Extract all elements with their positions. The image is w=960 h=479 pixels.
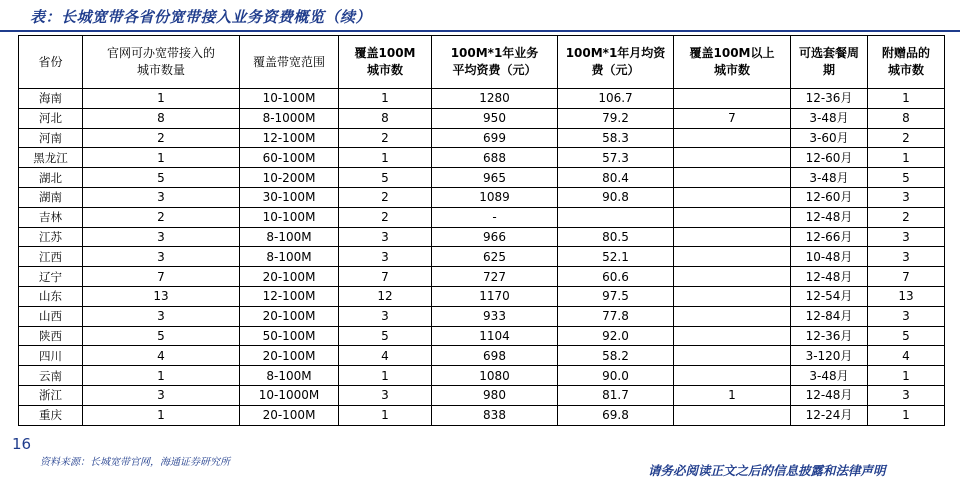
province-cell: 河南 (19, 128, 83, 148)
table-cell: 3 (868, 187, 945, 207)
table-cell (674, 346, 791, 366)
table-cell: 12-48月 (791, 385, 868, 405)
table-cell (674, 227, 791, 247)
table-cell (674, 286, 791, 306)
table-cell: 12-60月 (791, 187, 868, 207)
table-cell: 8 (868, 108, 945, 128)
table-body (19, 89, 945, 426)
table-cell: 1170 (432, 286, 558, 306)
table-title: 表：长城宽带各省份宽带接入业务资费概览（续） (30, 8, 372, 26)
table-cell: 3 (339, 385, 432, 405)
table-cell: 20-100M (240, 306, 339, 326)
table-cell: 79.2 (558, 108, 674, 128)
table-cell: 8-100M (240, 366, 339, 386)
table-row (19, 168, 945, 188)
table-cell: 1 (83, 366, 240, 386)
table-cell: 12 (339, 286, 432, 306)
table-cell: 52.1 (558, 247, 674, 267)
table-cell: 13 (868, 286, 945, 306)
table-cell: 12-100M (240, 128, 339, 148)
table-row (19, 227, 945, 247)
table-cell: 1 (339, 148, 432, 168)
table-cell: 5 (868, 326, 945, 346)
table-cell: 10-1000M (240, 385, 339, 405)
table-cell: 1 (868, 148, 945, 168)
table-row (19, 148, 945, 168)
table-cell: 12-66月 (791, 227, 868, 247)
table-cell: 57.3 (558, 148, 674, 168)
table-cell: 1 (868, 89, 945, 109)
table-cell: 12-60月 (791, 148, 868, 168)
column-header: 官网可办宽带接入的 城市数量 (83, 36, 240, 89)
table-row (19, 286, 945, 306)
table-cell: 625 (432, 247, 558, 267)
table-row (19, 128, 945, 148)
province-cell: 湖北 (19, 168, 83, 188)
table-cell: 3 (339, 306, 432, 326)
table-row (19, 187, 945, 207)
table-cell: 60-100M (240, 148, 339, 168)
table-cell: 2 (83, 128, 240, 148)
table-cell: 1 (339, 89, 432, 109)
table-cell: - (432, 207, 558, 227)
province-cell: 辽宁 (19, 267, 83, 287)
table-row (19, 326, 945, 346)
table-cell (674, 187, 791, 207)
table-cell (558, 207, 674, 227)
table-row (19, 346, 945, 366)
table-cell: 3 (83, 247, 240, 267)
table-cell (674, 89, 791, 109)
table-cell: 5 (868, 168, 945, 188)
table-cell: 13 (83, 286, 240, 306)
province-cell: 山西 (19, 306, 83, 326)
table-row (19, 306, 945, 326)
province-cell: 陕西 (19, 326, 83, 346)
table-cell: 1104 (432, 326, 558, 346)
table-cell: 1089 (432, 187, 558, 207)
table-cell (674, 128, 791, 148)
table-cell: 1 (83, 89, 240, 109)
table-cell: 966 (432, 227, 558, 247)
table-cell: 20-100M (240, 267, 339, 287)
table-row (19, 108, 945, 128)
table-cell: 12-36月 (791, 89, 868, 109)
table-cell: 3 (868, 227, 945, 247)
province-cell: 山东 (19, 286, 83, 306)
table-cell: 5 (339, 326, 432, 346)
table-row (19, 247, 945, 267)
table-cell: 60.6 (558, 267, 674, 287)
table-cell: 8-100M (240, 227, 339, 247)
table-cell: 3-120月 (791, 346, 868, 366)
table-cell: 81.7 (558, 385, 674, 405)
table-cell: 4 (868, 346, 945, 366)
table-cell: 58.2 (558, 346, 674, 366)
table-cell: 933 (432, 306, 558, 326)
table-cell: 965 (432, 168, 558, 188)
province-cell: 重庆 (19, 405, 83, 425)
table-cell: 1 (868, 405, 945, 425)
table-cell: 3 (868, 306, 945, 326)
table-cell: 90.0 (558, 366, 674, 386)
source-note: 资料来源：长城宽带官网，海通证券研究所 (40, 457, 230, 468)
table-cell: 3-48月 (791, 108, 868, 128)
table-cell: 80.5 (558, 227, 674, 247)
table-cell (674, 148, 791, 168)
table-cell: 12-48月 (791, 207, 868, 227)
table-cell: 5 (83, 326, 240, 346)
column-header: 覆盖带宽范围 (240, 36, 339, 89)
table-cell: 69.8 (558, 405, 674, 425)
table-cell: 7 (83, 267, 240, 287)
column-header: 100M*1年业务 平均资费（元） (432, 36, 558, 89)
table-cell: 7 (339, 267, 432, 287)
table-cell: 12-54月 (791, 286, 868, 306)
table-cell: 727 (432, 267, 558, 287)
province-cell: 江苏 (19, 227, 83, 247)
table-row (19, 405, 945, 425)
table-cell: 12-100M (240, 286, 339, 306)
table-cell: 10-200M (240, 168, 339, 188)
table-cell (674, 306, 791, 326)
table-cell: 3 (83, 187, 240, 207)
table-header-row (19, 36, 945, 89)
table-cell: 10-100M (240, 89, 339, 109)
table-cell: 8-1000M (240, 108, 339, 128)
table-cell: 3 (868, 385, 945, 405)
table-cell: 20-100M (240, 346, 339, 366)
table-cell (674, 267, 791, 287)
table-row (19, 207, 945, 227)
table-cell: 7 (674, 108, 791, 128)
table-row (19, 385, 945, 405)
table-cell: 2 (339, 207, 432, 227)
table-cell: 8 (83, 108, 240, 128)
table-cell: 12-24月 (791, 405, 868, 425)
table-cell: 8 (339, 108, 432, 128)
table-cell: 2 (339, 187, 432, 207)
table-cell: 980 (432, 385, 558, 405)
table-row (19, 267, 945, 287)
table-cell: 1 (339, 405, 432, 425)
table-cell: 58.3 (558, 128, 674, 148)
table-cell (674, 326, 791, 346)
table-cell: 12-36月 (791, 326, 868, 346)
table-cell: 688 (432, 148, 558, 168)
table-cell: 1 (83, 405, 240, 425)
column-header: 100M*1年月均资 费（元） (558, 36, 674, 89)
column-header: 覆盖100M 城市数 (339, 36, 432, 89)
legal-disclaimer: 请务必阅读正文之后的信息披露和法律声明 (648, 463, 886, 478)
table-cell: 1 (868, 366, 945, 386)
column-header: 省份 (19, 36, 83, 89)
table-cell: 1 (83, 148, 240, 168)
table-cell: 3 (339, 227, 432, 247)
table-cell: 80.4 (558, 168, 674, 188)
table-cell: 3-48月 (791, 168, 868, 188)
table-cell: 5 (339, 168, 432, 188)
table-cell: 2 (339, 128, 432, 148)
table-cell: 2 (868, 207, 945, 227)
title-divider (0, 30, 960, 32)
table-cell: 12-84月 (791, 306, 868, 326)
table-cell: 3 (83, 227, 240, 247)
column-header: 可选套餐周 期 (791, 36, 868, 89)
province-cell: 江西 (19, 247, 83, 267)
table-cell (674, 405, 791, 425)
province-cell: 黑龙江 (19, 148, 83, 168)
province-cell: 河北 (19, 108, 83, 128)
table-cell: 950 (432, 108, 558, 128)
table-cell: 2 (868, 128, 945, 148)
table-cell: 106.7 (558, 89, 674, 109)
table-cell: 12-48月 (791, 267, 868, 287)
province-cell: 吉林 (19, 207, 83, 227)
table-cell: 838 (432, 405, 558, 425)
table-row (19, 366, 945, 386)
table-cell (674, 247, 791, 267)
province-cell: 海南 (19, 89, 83, 109)
table-cell: 30-100M (240, 187, 339, 207)
province-cell: 云南 (19, 366, 83, 386)
table-cell: 1 (339, 366, 432, 386)
table-cell: 3-48月 (791, 366, 868, 386)
table-cell: 5 (83, 168, 240, 188)
table-cell: 3 (339, 247, 432, 267)
table-cell: 7 (868, 267, 945, 287)
table-cell: 50-100M (240, 326, 339, 346)
table-cell: 698 (432, 346, 558, 366)
table-cell: 77.8 (558, 306, 674, 326)
province-cell: 湖南 (19, 187, 83, 207)
table-cell: 1280 (432, 89, 558, 109)
table-cell: 3-60月 (791, 128, 868, 148)
table-cell: 10-100M (240, 207, 339, 227)
table-cell: 92.0 (558, 326, 674, 346)
table-cell: 10-48月 (791, 247, 868, 267)
table-cell: 90.8 (558, 187, 674, 207)
table-cell: 2 (83, 207, 240, 227)
table-cell: 20-100M (240, 405, 339, 425)
province-cell: 浙江 (19, 385, 83, 405)
province-cell: 四川 (19, 346, 83, 366)
table-cell: 3 (83, 385, 240, 405)
table-cell (674, 168, 791, 188)
table-cell (674, 207, 791, 227)
table-cell: 1 (674, 385, 791, 405)
table-cell: 699 (432, 128, 558, 148)
page-number: 16 (12, 435, 32, 453)
table-cell: 97.5 (558, 286, 674, 306)
table-cell (674, 366, 791, 386)
table-cell: 8-100M (240, 247, 339, 267)
column-header: 附赠品的 城市数 (868, 36, 945, 89)
column-header: 覆盖100M以上 城市数 (674, 36, 791, 89)
table-cell: 3 (868, 247, 945, 267)
table-cell: 1080 (432, 366, 558, 386)
table-cell: 4 (339, 346, 432, 366)
broadband-fee-table (18, 35, 945, 426)
table-cell: 4 (83, 346, 240, 366)
table-cell: 3 (83, 306, 240, 326)
table-row (19, 89, 945, 109)
